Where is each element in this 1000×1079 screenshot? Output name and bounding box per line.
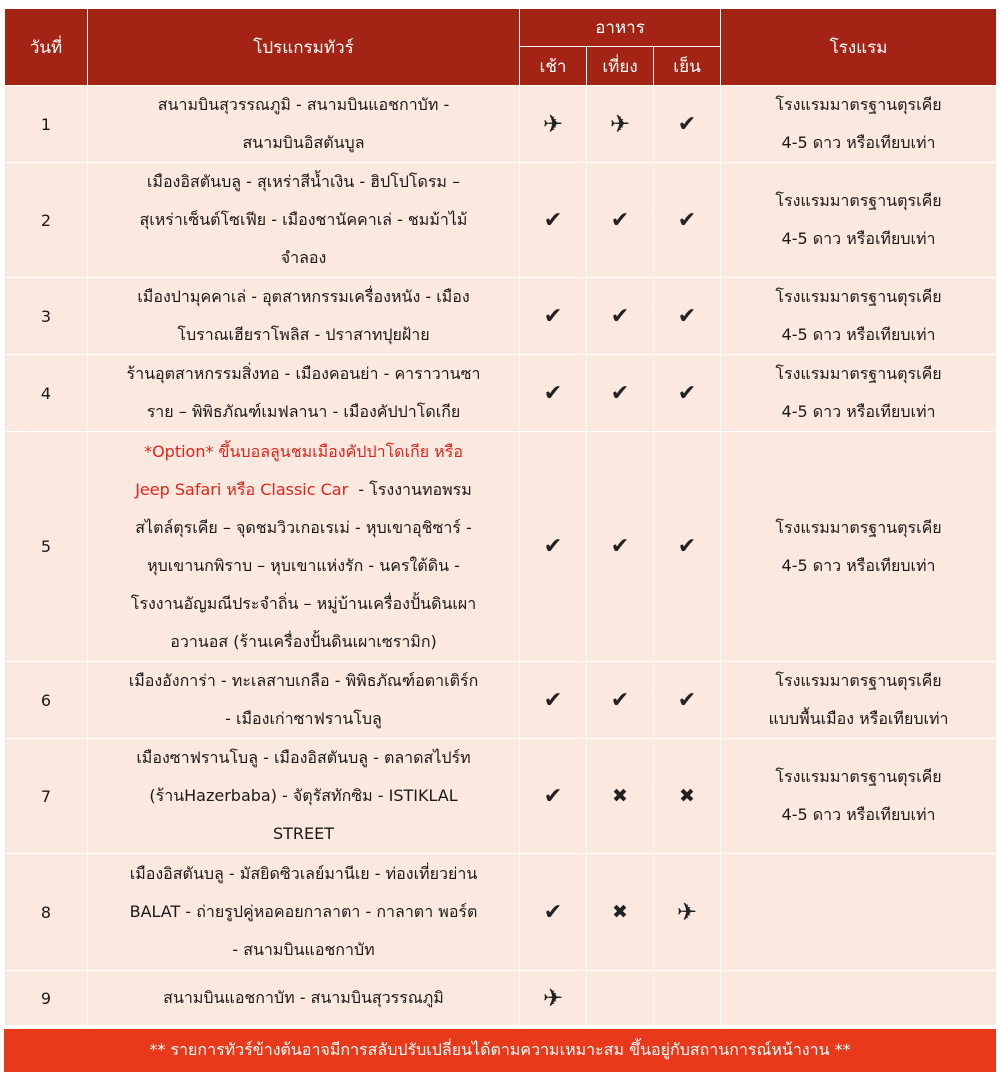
table-row — [5, 86, 997, 163]
program-line: เมืองอิสตันบลู - มัสยิดซิวเลย์มานีเย - ท่องเที่ยวย่าน — [129, 864, 478, 883]
day-number: 1 — [5, 86, 88, 163]
hotel-line: 4-5 ดาว หรือเทียบเท่า — [781, 325, 936, 344]
check-icon: ✔ — [610, 687, 630, 713]
hotel-line: 4-5 ดาว หรือเทียบเท่า — [781, 805, 936, 824]
hotel-cell — [721, 739, 997, 854]
cross-icon: ✖ — [612, 785, 628, 807]
check-icon: ✔ — [677, 303, 697, 329]
hotel-cell — [721, 662, 997, 739]
program-cell — [88, 971, 520, 1026]
meal-dinner-cell — [654, 854, 721, 971]
option-line — [98, 471, 509, 509]
meal-lunch-cell — [587, 662, 654, 739]
program-cell — [88, 739, 520, 854]
meal-dinner-cell — [654, 163, 721, 278]
meal-breakfast-cell — [520, 971, 587, 1026]
program-line: โรงงานอัญมณีประจำถิ่น – หมู่บ้านเครื่องปั้นดินเผา — [130, 593, 477, 613]
hotel-line: โรงแรมมาตรฐานตุรเคีย — [775, 364, 942, 383]
program-line: เมืองซาฟรานโบลู - เมืองอิสตันบลู - ตลาดสไปร์ท — [136, 748, 471, 767]
program-line: ราย – พิพิธภัณฑ์เมฟลานา - เมืองคัปปาโดเกีย — [146, 402, 461, 421]
meal-lunch-cell — [587, 854, 654, 971]
program-line: STREET — [272, 824, 335, 843]
hotel-line: แบบพื้นเมือง หรือเทียบเท่า — [768, 709, 949, 728]
meal-lunch-cell — [587, 86, 654, 163]
day-number: 7 — [5, 739, 88, 854]
check-icon: ✔ — [610, 380, 630, 406]
table-row — [5, 432, 997, 662]
airplane-icon: ✈ — [676, 898, 698, 926]
hotel-cell — [721, 971, 997, 1026]
program-cell — [88, 355, 520, 432]
meal-dinner-cell — [654, 86, 721, 163]
meal-lunch-cell — [587, 971, 654, 1026]
hotel-line: 4-5 ดาว หรือเทียบเท่า — [781, 229, 936, 248]
meal-dinner-cell — [654, 432, 721, 662]
hotel-line: โรงแรมมาตรฐานตุรเคีย — [775, 287, 942, 306]
airplane-icon: ✈ — [542, 984, 564, 1012]
check-icon: ✔ — [543, 207, 563, 233]
program-line: สไตล์ตุรเคีย – จุดชมวิวเกอเรเม่ - หุบเขาอุชิซาร์ - — [135, 517, 472, 537]
airplane-icon: ✈ — [609, 110, 631, 138]
program-line: ร้านอุตสาหกรรมสิ่งทอ - เมืองคอนย่า - คาราวานซา — [126, 364, 481, 383]
hotel-line: โรงแรมมาตรฐานตุรเคีย — [775, 767, 942, 786]
check-icon: ✔ — [543, 303, 563, 329]
meal-breakfast-cell — [520, 739, 587, 854]
program-cell — [88, 163, 520, 278]
meal-dinner-cell — [654, 739, 721, 854]
hotel-line: โรงแรมมาตรฐานตุรเคีย — [775, 517, 942, 537]
meal-breakfast-cell — [520, 662, 587, 739]
hotel-cell — [721, 278, 997, 355]
meal-breakfast-cell — [520, 854, 587, 971]
header-breakfast: เช้า — [520, 47, 587, 86]
check-icon: ✔ — [677, 207, 697, 233]
header-meals: อาหาร — [520, 9, 721, 47]
table-row — [5, 355, 997, 432]
program-line: - เมืองเก่าซาฟรานโบลู — [225, 709, 382, 728]
program-line: สนามบินแอชกาบัท - สนามบินสุวรรณภูมิ — [163, 988, 444, 1007]
program-line: อวานอส (ร้านเครื่องปั้นดินเผาเซรามิก) — [170, 631, 437, 651]
header-day: วันที่ — [5, 9, 88, 86]
meal-dinner-cell — [654, 355, 721, 432]
itinerary-table — [4, 8, 997, 1026]
program-line: สนามบินอิสตันบูล — [242, 133, 365, 152]
footer-note: ** รายการทัวร์ข้างต้นอาจมีการสลับปรับเปลี่ยนได้ตามความเหมาะสม ขึ้นอยู่กับสถานการณ์หน้างาน ** — [4, 1029, 996, 1072]
program-line: เมืองอิสตันบลู - สุเหร่าสีน้ำเงิน - ฮิปโปโดรม – — [146, 172, 461, 191]
meal-breakfast-cell — [520, 163, 587, 278]
check-icon: ✔ — [610, 303, 630, 329]
option-text: Jeep Safari หรือ Classic Car — [135, 479, 349, 499]
meal-dinner-cell — [654, 278, 721, 355]
program-line: (ร้านHazerbaba) - จัตุรัสทักซิม - ISTIKLAL — [149, 786, 458, 805]
table-body — [5, 86, 997, 1026]
program-cell — [88, 854, 520, 971]
meal-breakfast-cell — [520, 278, 587, 355]
hotel-cell — [721, 854, 997, 971]
check-icon: ✔ — [543, 380, 563, 406]
program-line: เมืองปามุคคาเล่ - อุตสาหกรรมเครื่องหนัง - เมือง — [137, 287, 470, 306]
program-line: โบราณเฮียราโพลิส - ปราสาทปุยฝ้าย — [177, 325, 430, 344]
hotel-line: โรงแรมมาตรฐานตุรเคีย — [775, 671, 942, 690]
day-number: 4 — [5, 355, 88, 432]
check-icon: ✔ — [677, 687, 697, 713]
check-icon: ✔ — [543, 899, 563, 925]
program-line: จำลอง — [280, 248, 327, 267]
program-text: - โรงงานทอพรม — [348, 479, 472, 499]
meal-lunch-cell — [587, 163, 654, 278]
airplane-icon: ✈ — [542, 110, 564, 138]
table-header — [5, 9, 997, 86]
hotel-line: 4-5 ดาว หรือเทียบเท่า — [781, 555, 936, 575]
meal-lunch-cell — [587, 278, 654, 355]
check-icon: ✔ — [610, 534, 630, 559]
meal-lunch-cell — [587, 432, 654, 662]
table-row — [5, 739, 997, 854]
hotel-cell — [721, 163, 997, 278]
check-icon: ✔ — [677, 111, 697, 137]
meal-lunch-cell — [587, 739, 654, 854]
cross-icon: ✖ — [679, 785, 695, 807]
hotel-line: โรงแรมมาตรฐานตุรเคีย — [775, 191, 942, 210]
check-icon: ✔ — [543, 783, 563, 809]
check-icon: ✔ — [677, 534, 697, 559]
check-icon: ✔ — [677, 380, 697, 406]
header-dinner: เย็น — [654, 47, 721, 86]
header-lunch: เที่ยง — [587, 47, 654, 86]
check-icon: ✔ — [543, 687, 563, 713]
header-program: โปรแกรมทัวร์ — [88, 9, 520, 86]
hotel-cell — [721, 355, 997, 432]
hotel-cell — [721, 432, 997, 662]
table-row — [5, 163, 997, 278]
header-hotel: โรงแรม — [721, 9, 997, 86]
day-number: 3 — [5, 278, 88, 355]
hotel-line: 4-5 ดาว หรือเทียบเท่า — [781, 402, 936, 421]
check-icon: ✔ — [610, 207, 630, 233]
meal-breakfast-cell — [520, 432, 587, 662]
program-cell — [88, 278, 520, 355]
day-number: 5 — [5, 432, 88, 662]
option-line: *Option* ขึ้นบอลลูนชมเมืองคัปปาโดเกีย หรือ — [144, 441, 463, 461]
table-row — [5, 971, 997, 1026]
program-line: BALAT - ถ่ายรูปคู่หอคอยกาลาตา - กาลาตา พอร์ต — [129, 902, 478, 921]
table-row — [5, 662, 997, 739]
program-line: หุบเขานกพิราบ – หุบเขาแห่งรัก - นครใต้ดิน - — [147, 555, 460, 575]
meal-lunch-cell — [587, 355, 654, 432]
meal-breakfast-cell — [520, 355, 587, 432]
hotel-cell — [721, 86, 997, 163]
day-number: 9 — [5, 971, 88, 1026]
program-line: สุเหร่าเซ็นต์โซเฟีย - เมืองชานัคคาเล่ - ชมม้าไม้ — [139, 210, 468, 229]
meal-dinner-cell — [654, 971, 721, 1026]
cross-icon: ✖ — [612, 901, 628, 923]
hotel-line: 4-5 ดาว หรือเทียบเท่า — [781, 133, 936, 152]
day-number: 8 — [5, 854, 88, 971]
table-row — [5, 278, 997, 355]
program-line: สนามบินสุวรรณภูมิ - สนามบินแอชกาบัท - — [157, 95, 450, 114]
table-row — [5, 854, 997, 971]
program-cell — [88, 662, 520, 739]
program-cell — [88, 432, 520, 662]
program-line: เมืองอังการ่า - ทะเลสาบเกลือ - พิพิธภัณฑ์อตาเติร์ก — [128, 671, 479, 690]
hotel-line: โรงแรมมาตรฐานตุรเคีย — [775, 95, 942, 114]
meal-breakfast-cell — [520, 86, 587, 163]
day-number: 6 — [5, 662, 88, 739]
check-icon: ✔ — [543, 534, 563, 559]
program-cell — [88, 86, 520, 163]
day-number: 2 — [5, 163, 88, 278]
program-line: - สนามบินแอชกาบัท — [232, 940, 375, 959]
meal-dinner-cell — [654, 662, 721, 739]
